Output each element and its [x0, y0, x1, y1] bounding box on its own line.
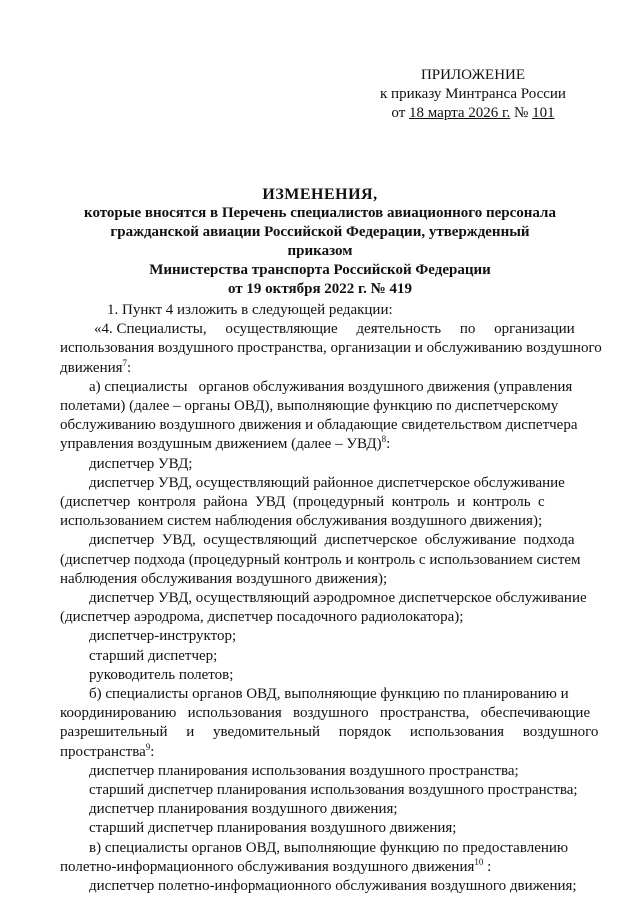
appendix-date-prefix: от: [391, 105, 410, 121]
list-item-cont: (диспетчер подхода (процедурный контроль и контроль с использованием систем: [60, 551, 581, 568]
item-4-line-1: «4. Специалисты, осуществляющие деятельность по организации: [94, 321, 575, 338]
item-4-line-3: [60, 359, 607, 378]
subitem-c-line-2-text: полетно-информационного обслуживания воздушного движения: [60, 858, 475, 875]
footnote-ref-8: 8: [381, 434, 387, 445]
list-item: диспетчер УВД, осуществляющий аэродромное диспетчерское обслуживание: [89, 590, 587, 607]
appendix-number-prefix: №: [510, 105, 533, 121]
list-item: старший диспетчер;: [89, 647, 218, 664]
subitem-b-line-4-text: пространства: [60, 743, 146, 760]
footnote-ref-7: 7: [122, 357, 128, 368]
list-item-cont: (диспетчер контроля района УВД (процедурный контроль и контроль с: [60, 494, 545, 511]
list-item: старший диспетчер планирования воздушного движения;: [89, 820, 457, 837]
subitem-b-line-2: координированию использования воздушного пространства, обеспечивающие: [60, 705, 591, 722]
subitem-b-line-3: разрешительный и уведомительный порядок использования воздушного: [60, 724, 599, 741]
list-item: диспетчер УВД, осуществляющий диспетчерское обслуживание подхода: [89, 532, 575, 549]
appendix-block: [358, 66, 588, 123]
list-item-cont: (диспетчер аэродрома, диспетчер посадочного радиолокатора);: [60, 609, 464, 626]
list-item: диспетчер УВД;: [89, 455, 193, 472]
paragraph-1: 1. Пункт 4 изложить в следующей редакции:: [107, 302, 393, 318]
heading-line-2: гражданской авиации Российской Федерации, утвержденный приказом: [110, 224, 530, 259]
footnote-ref-10: 10: [474, 856, 484, 867]
list-item-cont: использованием систем наблюдения обслуживания воздушного движения);: [60, 513, 543, 530]
item-4-line-3-tail: :: [127, 359, 132, 376]
appendix-date: 18 марта 2026 г.: [409, 105, 511, 121]
appendix-order: к приказу Минтранса России: [380, 86, 566, 102]
heading-title: ИЗМЕНЕНИЯ,: [262, 186, 378, 203]
subitem-a-line-3: обслуживанию воздушного движения и обладающие свидетельством диспетчера: [60, 417, 578, 434]
subitem-c-line-2: [60, 858, 607, 877]
item-4-line-2: использования воздушного пространства, организации и обслуживанию воздушного: [60, 340, 602, 357]
appendix-date-line: [358, 104, 588, 123]
heading-line-3: Министерства транспорта Российской Федерации: [149, 262, 491, 278]
list-item: диспетчер планирования воздушного движения;: [89, 801, 398, 818]
item-4-line-3-text: движения: [60, 359, 123, 376]
subitem-a-line-2: полетами) (далее – органы ОВД), выполняющие функцию по диспетчерскому: [60, 398, 559, 415]
subitem-c-line-1: в) специалисты органов ОВД, выполняющие функцию по предоставлению: [89, 839, 569, 856]
list-item: диспетчер полетно-информационного обслуживания воздушного движения;: [89, 878, 577, 895]
document-heading: [78, 185, 562, 299]
heading-line-4: от 19 октября 2022 г. № 419: [228, 281, 412, 297]
subitem-a-line-4-text: управления воздушным движением (далее – УВД): [60, 436, 382, 453]
subitem-a-line-4: [60, 435, 607, 454]
subitem-a-line-1: а) специалисты органов обслуживания воздушного движения (управления: [89, 378, 573, 395]
subitem-b-line-4: [60, 743, 607, 762]
appendix-title: ПРИЛОЖЕНИЕ: [420, 67, 526, 83]
subitem-a-line-4-tail: :: [386, 436, 391, 453]
subitem-b-line-1: б) специалисты органов ОВД, выполняющие функцию по планированию и: [89, 686, 569, 703]
list-item: руководитель полетов;: [89, 666, 234, 683]
list-item: диспетчер УВД, осуществляющий районное диспетчерское обслуживание: [89, 474, 565, 491]
list-item: диспетчер планирования использования воздушного пространства;: [89, 762, 519, 779]
subitem-b-line-4-tail: :: [150, 743, 155, 760]
list-item: диспетчер-инструктор;: [89, 628, 237, 645]
list-item-cont: наблюдения обслуживания воздушного движения);: [60, 570, 388, 587]
appendix-number: 101: [532, 105, 555, 121]
list-item: старший диспетчер планирования использования воздушного пространства;: [89, 782, 578, 799]
footnote-ref-9: 9: [145, 741, 151, 752]
subitem-c-line-2-tail: :: [483, 858, 492, 875]
document-body: [60, 301, 607, 896]
heading-line-1: которые вносятся в Перечень специалистов авиационного персонала: [84, 205, 556, 221]
